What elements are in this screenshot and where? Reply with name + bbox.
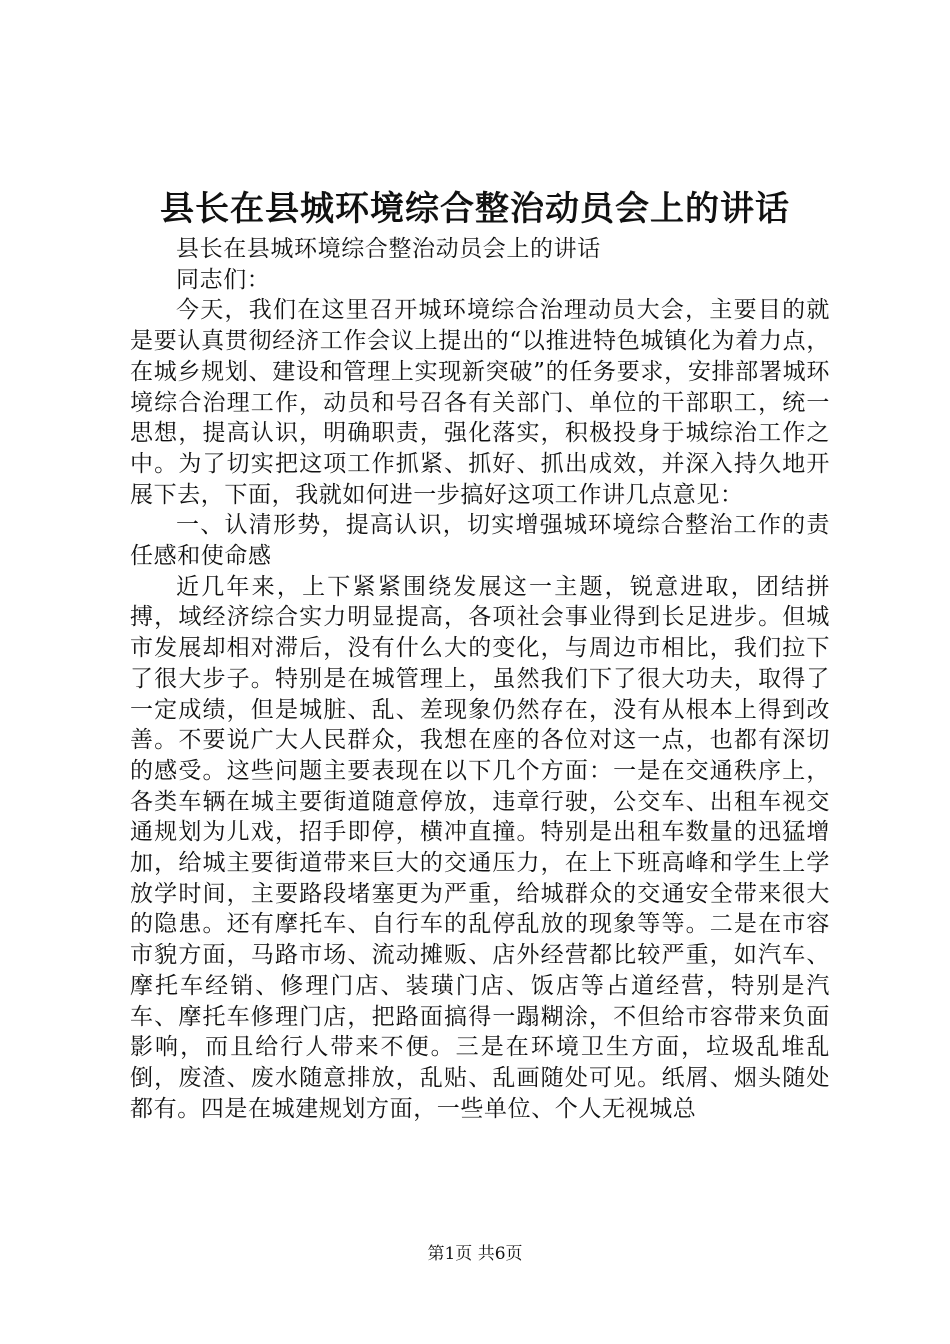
body-paragraph-opening: 今天，我们在这里召开城环境综合治理动员大会，主要目的就是要认真贯彻经济工作会议上提出的“以推进特色城镇化为着力点，在城乡规划、建设和管理上实现新突破”的任务要求，安排部署城环境综合治理工作，动员和号召各有关部门、单位的干部职工，统一思想，提高认识，明确职责，强化落实，积极投身于城综治工作之中。为了切实把这项工作抓紧、抓好、抓出成效，并深入持久地开展下去，下面，我就如何进一步搞好这项工作讲几点意见：: [130, 297, 830, 508]
document-title: 县长在县城环境综合整治动员会上的讲话: [160, 189, 790, 229]
page-number-footer: 第1页 共6页: [427, 1244, 523, 1264]
body-paragraph-salutation: 同志们：: [176, 266, 271, 293]
body-paragraph-subtitle: 县长在县城环境综合整治动员会上的讲话: [176, 236, 601, 262]
body-paragraph-section-heading: 一、认清形势，提高认识，切实增强城环境综合整治工作的责任感和使命感: [130, 512, 830, 570]
document-body: [130, 234, 830, 1124]
body-paragraph-situation: 近几年来，上下紧紧围绕发展这一主题，锐意进取，团结拼搏，域经济综合实力明显提高，各项社会事业得到长足进步。但城市发展却相对滞后，没有什么大的变化，与周边市相比，我们拉下了很大步子。特别是在城管理上，虽然我们下了很大功夫，取得了一定成绩，但是城脏、乱、差现象仍然存在，没有从根本上得到改善。不要说广大人民群众，我想在座的各位对这一点，也都有深切的感受。这些问题主要表现在以下几个方面：一是在交通秩序上，各类车辆在城主要街道随意停放，违章行驶，公交车、出租车视交通规划为儿戏，招手即停，横冲直撞。特别是出租车数量的迅猛增加，给城主要街道带来巨大的交通压力，在上下班高峰和学生上学放学时间，主要路段堵塞更为严重，给城群众的交通安全带来很大的隐患。还有摩托车、自行车的乱停乱放的现象等等。二是在市容市貌方面，马路市场、流动摊贩、店外经营都比较严重，如汽车、摩托车经销、修理门店、装璜门店、饭店等占道经营，特别是汽车、摩托车修理门店，把路面搞得一蹋糊涂，不但给市容带来负面影响，而且给行人带来不便。三是在环境卫生方面，垃圾乱堆乱倒，废渣、废水随意排放，乱贴、乱画随处可见。纸屑、烟头随处都有。四是在城建规划方面，一些单位、个人无视城总: [130, 573, 830, 1122]
